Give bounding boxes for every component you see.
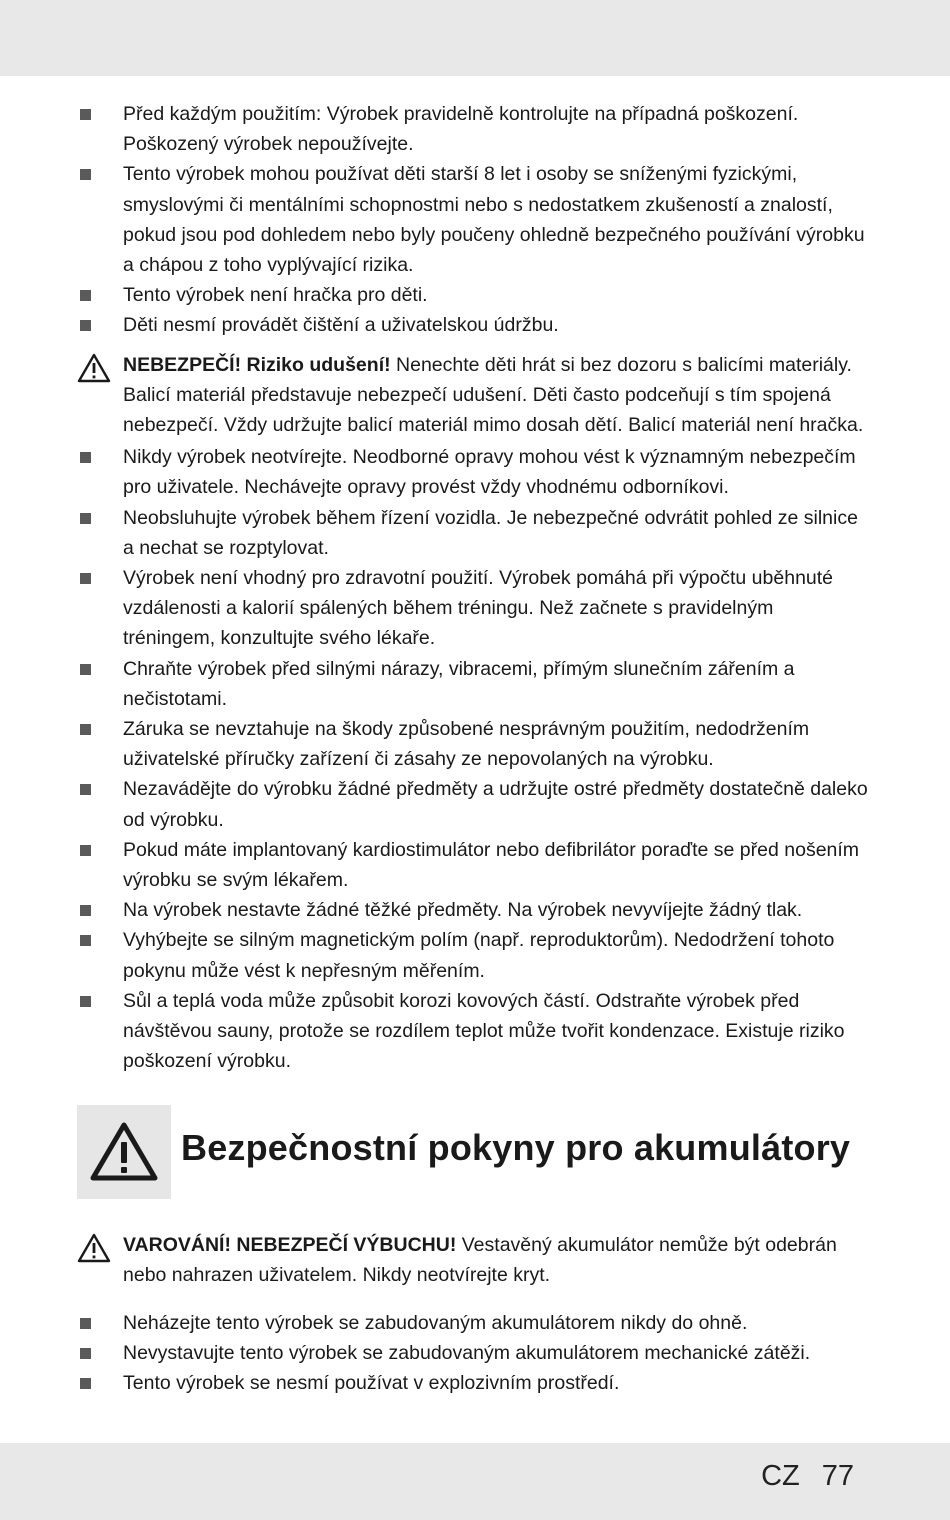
explosion-warning [0, 1230, 868, 1290]
list-item: Před každým použitím: Výrobek pravidelně kontrolujte na případná poškození. Poškozený výrobek nepoužívejte. [0, 99, 868, 159]
language-code: CZ [761, 1460, 800, 1492]
square-bullet-icon [80, 290, 91, 301]
square-bullet-icon [80, 320, 91, 331]
warning-heading: VAROVÁNÍ! NEBEZPEČÍ VÝBUCHU! [123, 1233, 457, 1256]
list-item: Na výrobek nestavte žádné těžké předměty. Na výrobek nevyvíjejte žádný tlak. [0, 895, 868, 925]
square-bullet-icon [80, 724, 91, 735]
list-item: Chraňte výrobek před silnými nárazy, vibracemi, přímým slunečním zářením a nečistotami. [0, 654, 868, 714]
warning-triangle-icon [89, 1121, 159, 1183]
warning-triangle-icon [77, 353, 111, 383]
list-item: Pokud máte implantovaný kardiostimulátor nebo defibrilátor poraďte se před nošením výrobku se svým lékařem. [0, 835, 868, 895]
section-title: Bezpečnostní pokyny pro akumulátory [181, 1126, 851, 1168]
page-footer [761, 1460, 854, 1493]
square-bullet-icon [80, 664, 91, 675]
list-item: Neházejte tento výrobek se zabudovaným akumulátorem nikdy do ohně. [0, 1308, 868, 1338]
choking-warning [0, 350, 868, 441]
list-item: Tento výrobek se nesmí používat v explozivním prostředí. [0, 1368, 868, 1398]
square-bullet-icon [80, 905, 91, 916]
square-bullet-icon [80, 573, 91, 584]
square-bullet-icon [80, 513, 91, 524]
page-number: 77 [821, 1460, 854, 1492]
list-item: Vyhýbejte se silným magnetickým polím (např. reproduktorům). Nedodržení tohoto pokynu může vést k nepřesným měřením. [0, 925, 868, 985]
square-bullet-icon [80, 935, 91, 946]
warning-heading: NEBEZPEČÍ! Riziko udušení! [123, 353, 391, 376]
warning-triangle-icon [77, 1233, 111, 1263]
header-band [0, 0, 950, 76]
square-bullet-icon [80, 996, 91, 1007]
list-item: Výrobek není vhodný pro zdravotní použití. Výrobek pomáhá při výpočtu uběhnuté vzdálenosti a kalorií spálených během tréningu. Než začnete s pravidelným tréningem, konzultujte svého lékaře. [0, 563, 868, 654]
square-bullet-icon [80, 452, 91, 463]
list-item: Sůl a teplá voda může způsobit korozi kovových částí. Odstraňte výrobek před návštěvou sauny, protože se rozdílem teplot může tvořit kondenzace. Existuje riziko poškození výrobku. [0, 986, 868, 1077]
page-content [0, 99, 950, 1399]
square-bullet-icon [80, 845, 91, 856]
battery-list [0, 1308, 950, 1399]
section-header [0, 1105, 950, 1199]
list-item: Neobsluhujte výrobek během řízení vozidla. Je nebezpečné odvrátit pohled ze silnice a nechat se rozptylovat. [0, 503, 868, 563]
list-item: Tento výrobek není hračka pro děti. [0, 280, 868, 310]
warning-text: Vestavěný akumulátor nemůže být odebrán nebo nahrazen uživatelem. Nikdy neotvírejte kryt. [123, 1233, 837, 1286]
square-bullet-icon [80, 1348, 91, 1359]
list-item: Nevystavujte tento výrobek se zabudovaným akumulátorem mechanické zátěži. [0, 1338, 868, 1368]
list-item: Tento výrobek mohou používat děti starší 8 let i osoby se sníženými fyzickými, smyslovými či mentálními schopnostmi nebo s nedostatkem zkušeností a znalostí, pokud jsou pod dohledem nebo byly poučeny ohledně bezpečného používání výrobku a chápou z toho vyplývající rizika. [0, 159, 868, 280]
square-bullet-icon [80, 1318, 91, 1329]
list-item: Nikdy výrobek neotvírejte. Neodborné opravy mohou vést k významným nebezpečím pro uživatele. Nechávejte opravy provést vždy vhodnému odborníkovi. [0, 442, 868, 502]
list-item: Nezavádějte do výrobku žádné předměty a udržujte ostré předměty dostatečně daleko od výrobku. [0, 774, 868, 834]
square-bullet-icon [80, 169, 91, 180]
list-item: Záruka se nevztahuje na škody způsobené nesprávným použitím, nedodržením uživatelské příručky zařízení či zásahy ze nepovolaných na výrobku. [0, 714, 868, 774]
warning-text: Nenechte děti hrát si bez dozoru s balicími materiály. Balicí materiál představuje nebezpečí udušení. Děti často podceňují s tím spojená nebezpečí. Vždy udržujte balicí materiál mimo dosah dětí. Balicí materiál není hračka. [123, 353, 864, 437]
square-bullet-icon [80, 109, 91, 120]
section-icon-box [77, 1105, 171, 1199]
square-bullet-icon [80, 784, 91, 795]
square-bullet-icon [80, 1378, 91, 1389]
list-item: Děti nesmí provádět čištění a uživatelskou údržbu. [0, 310, 868, 340]
